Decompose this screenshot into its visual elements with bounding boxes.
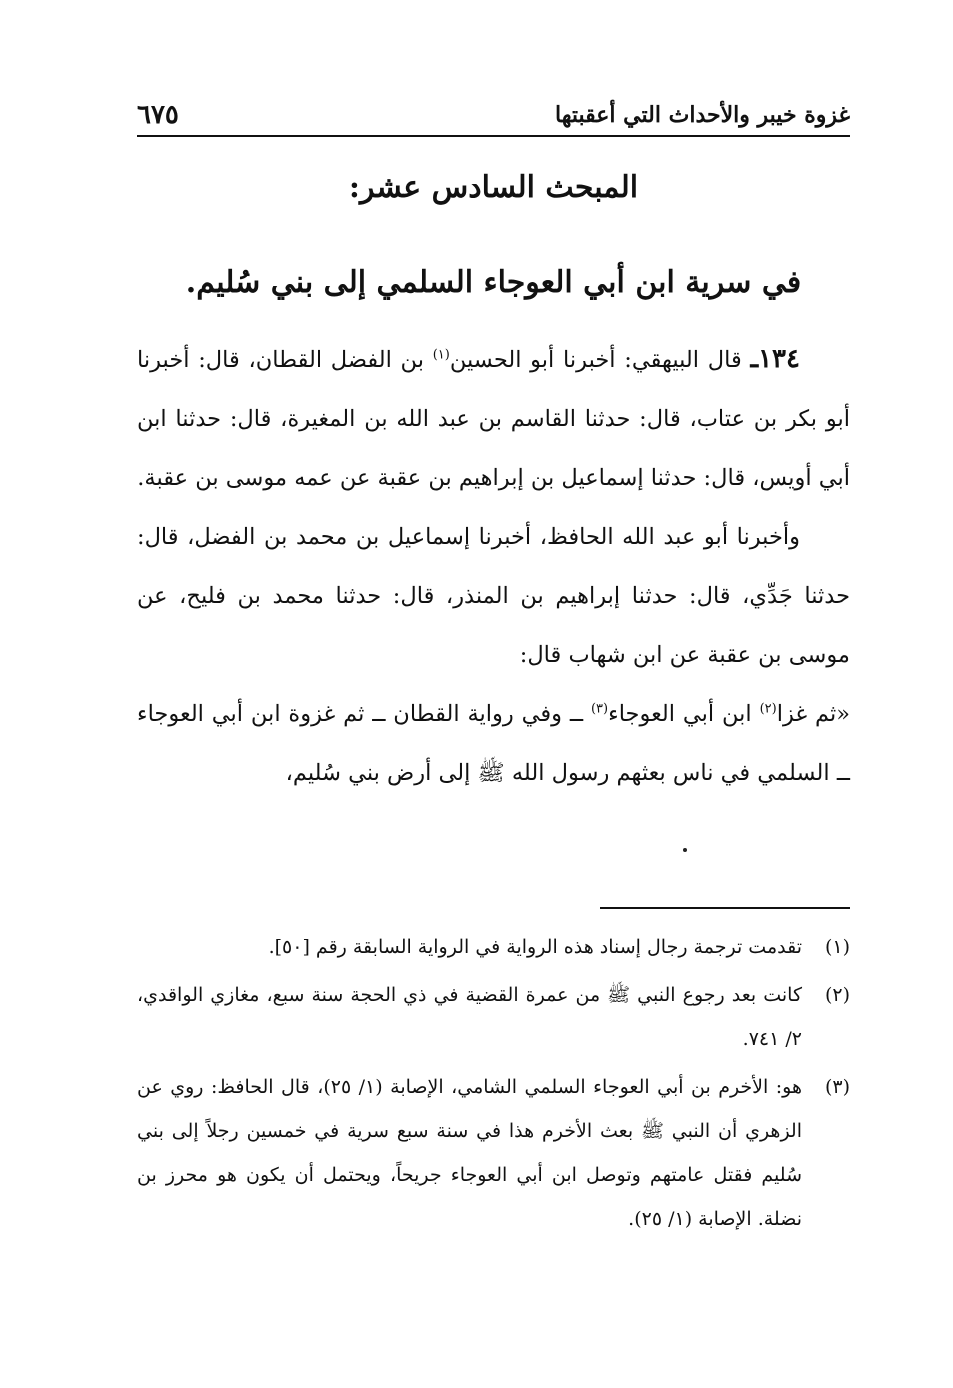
paragraph-3-part-c: ــ وفي رواية القطان ــ ثم غزوة ابن أبي العوجاء ــ السلمي في ناس بعثهم رسول الله ﷺ إلى أرض بني سُليم، (137, 701, 850, 786)
footnote-number: (٣) (824, 1076, 850, 1098)
footnote-ref-2: (٢) (759, 701, 777, 717)
footnote-number: (١) (824, 936, 850, 958)
page-number: ٦٧٥ (137, 100, 179, 130)
paragraph-1-part-b: بن الفضل القطان، قال: أخبرنا أبو بكر بن عتاب، قال: حدثنا القاسم بن عبد الله بن المغيرة، قال: حدثنا ابن أبي أويس، قال: حدثنا إسماعيل بن إبراهيم بن عقبة عن عمه موسى بن عقبة. (137, 347, 850, 491)
running-title: غزوة خيبر والأحداث التي أعقبتها (555, 102, 850, 128)
footnote-item (137, 1065, 850, 1241)
footnote-separator (600, 907, 850, 909)
paragraph-3 (137, 685, 850, 803)
paragraph-1 (137, 330, 850, 508)
footnote-text: تقدمت ترجمة رجال إسناد هذه الرواية في الرواية السابقة رقم [٥٠]. (268, 936, 802, 958)
footnote-text: كانت بعد رجوع النبي ﷺ من عمرة القضية في ذي الحجة سنة سبع، مغازي الواقدي، ٢/ ٧٤١. (137, 984, 802, 1050)
page-header (137, 95, 850, 137)
footnote-number: (٢) (824, 984, 850, 1006)
paragraph-1-part-a: قال البيهقي: أخبرنا أبو الحسين (449, 347, 742, 373)
paragraph-2: وأخبرنا أبو عبد الله الحافظ، أخبرنا إسماعيل بن محمد بن الفضل، قال: حدثنا جَدِّي، قال: حدثنا إبراهيم بن المنذر، قال: حدثنا محمد بن فليح، عن موسى بن عقبة عن ابن شهاب قال: (137, 524, 850, 668)
paragraph-3-part-b: ابن أبي العوجاء (608, 701, 752, 727)
section-title: المبحث السادس عشر: (348, 170, 639, 205)
ink-dot (683, 848, 687, 852)
paragraph-3-part-a: «ثم غزا (776, 701, 851, 727)
body-text (137, 330, 850, 803)
section-subtitle: في سرية ابن أبي العوجاء السلمي إلى بني سُليم. (185, 265, 802, 300)
footnotes (137, 925, 850, 1245)
footnote-item (137, 925, 850, 969)
footnote-ref-3: (٣) (590, 701, 609, 717)
footnote-ref-1: (١) (432, 347, 450, 363)
hadith-number: ١٣٤ـ (750, 344, 800, 374)
footnote-text: هو: الأخرم بن أبي العوجاء السلمي الشامي، الإصابة (١/ ٢٥)، قال الحافظ: روي عن الزهري أن النبي ﷺ بعث الأخرم هذا في سنة سبع سرية في خمسين رجلاً إلى بني سُليم فقتل عامتهم وتوصل ابن أبي العوجاء جريحاً، ويحتمل أن يكون هو محرز بن نضلة. الإصابة (١/ ٢٥). (137, 1076, 802, 1230)
footnote-item (137, 973, 850, 1061)
